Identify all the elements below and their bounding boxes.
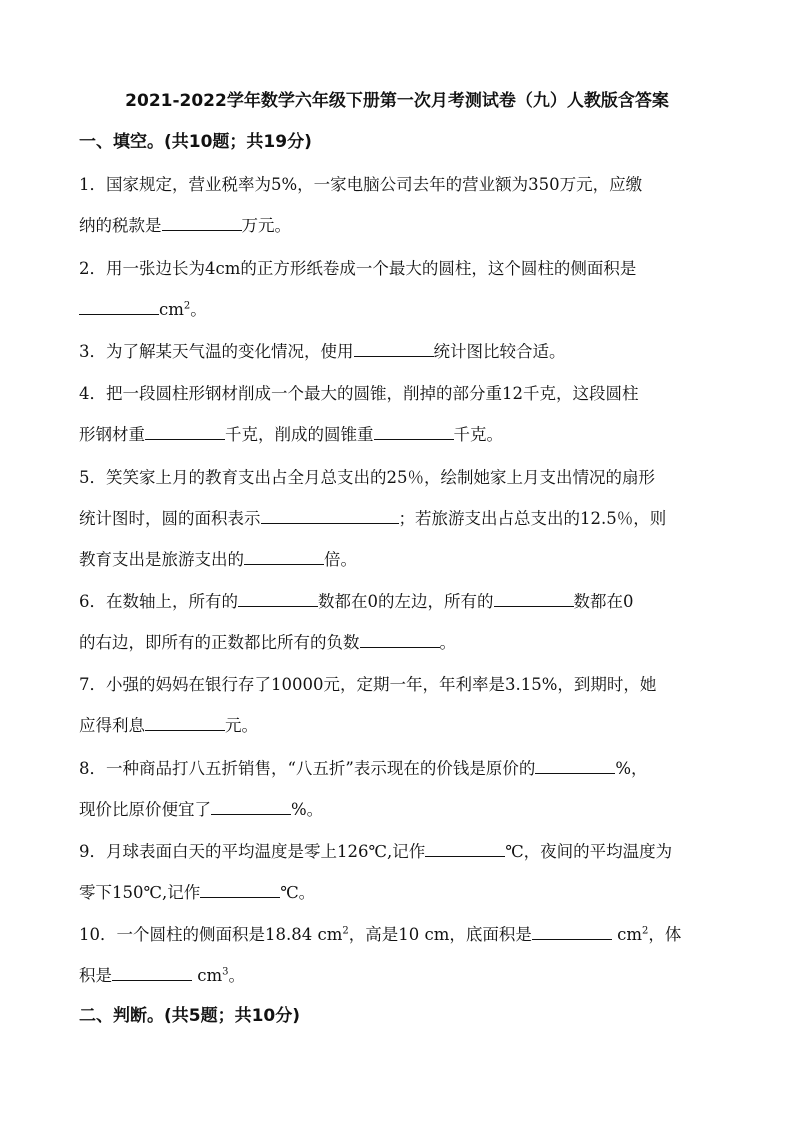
q10-line-1: 10．一个圆柱的侧面积是18.84 $cm^2$，高是10 cm，底面积是 $cm^2$，体 bbox=[79, 925, 682, 944]
q7-answer-blank[interactable] bbox=[145, 716, 225, 731]
q5-answer-blank-1[interactable] bbox=[261, 509, 399, 524]
q7-line-2: 应得利息 元。 bbox=[79, 716, 258, 735]
q1-line-1: 1．国家规定，营业税率为5%，一家电脑公司去年的营业额为350万元，应缴 bbox=[79, 175, 643, 194]
q6-line-2: 的右边，即所有的正数都比所有的负数 。 bbox=[79, 633, 456, 652]
q2-line-2: $cm^2$。 bbox=[79, 296, 207, 320]
q1-line-2: 纳的税款是 万元。 bbox=[79, 216, 291, 235]
q2-answer-blank[interactable] bbox=[79, 300, 159, 315]
q9-answer-blank-1[interactable] bbox=[425, 842, 505, 857]
q4-line-1: 4．把一段圆柱形钢材削成一个最大的圆锥，削掉的部分重12千克，这段圆柱 bbox=[79, 384, 639, 403]
q6-answer-blank-3[interactable] bbox=[360, 633, 440, 648]
q6-answer-blank-2[interactable] bbox=[494, 592, 574, 607]
q9-answer-blank-2[interactable] bbox=[200, 883, 280, 898]
q2-line-1: 2．用一张边长为4cm的正方形纸卷成一个最大的圆柱，这个圆柱的侧面积是 bbox=[79, 259, 637, 278]
section-fill-blank-heading: 一、填空。(共10题；共19分) bbox=[79, 132, 312, 152]
q7-line-1: 7．小强的妈妈在银行存了10000元，定期一年，年利率是3.15%，到期时，她 bbox=[79, 675, 657, 694]
q3-answer-blank[interactable] bbox=[354, 342, 434, 357]
q5-answer-blank-2[interactable] bbox=[244, 550, 324, 565]
q8-line-1: 8．一种商品打八五折销售，“八五折”表示现在的价钱是原价的 %， bbox=[79, 759, 648, 778]
q4-answer-blank-1[interactable] bbox=[145, 425, 225, 440]
q5-line-3: 教育支出是旅游支出的 倍。 bbox=[79, 550, 357, 569]
q5-line-1: 5．笑笑家上月的教育支出占全月总支出的25％，绘制她家上月支出情况的扇形 bbox=[79, 468, 655, 487]
q8-answer-blank-2[interactable] bbox=[211, 800, 291, 815]
q10-line-2: 积是 $cm^3$。 bbox=[79, 966, 246, 985]
q5-line-2: 统计图时，圆的面积表示 ；若旅游支出占总支出的12.5％，则 bbox=[79, 509, 667, 528]
q8-line-2: 现价比原价便宜了 %。 bbox=[79, 800, 324, 819]
page-title: 2021-2022学年数学六年级下册第一次月考测试卷（九）人教版含答案 bbox=[125, 91, 669, 111]
q10-answer-blank-1[interactable] bbox=[532, 925, 612, 940]
q4-line-2: 形钢材重 千克，削成的圆锥重 千克。 bbox=[79, 425, 503, 444]
q10-answer-blank-2[interactable] bbox=[112, 966, 192, 981]
q6-answer-blank-1[interactable] bbox=[238, 592, 318, 607]
q9-line-1: 9．月球表面白天的平均温度是零上126℃,记作 ℃，夜间的平均温度为 bbox=[79, 842, 673, 861]
q3-line-1: 3．为了解某天气温的变化情况，使用 统计图比较合适。 bbox=[79, 342, 566, 361]
q1-answer-blank[interactable] bbox=[162, 216, 242, 231]
q4-answer-blank-2[interactable] bbox=[374, 425, 454, 440]
section-judgement-heading: 二、判断。(共5题；共10分) bbox=[79, 1006, 301, 1026]
q9-line-2: 零下150℃,记作 ℃。 bbox=[79, 883, 316, 902]
q8-answer-blank-1[interactable] bbox=[535, 759, 615, 774]
q6-line-1: 6．在数轴上，所有的 数都在0的左边，所有的 数都在0 bbox=[79, 592, 634, 611]
